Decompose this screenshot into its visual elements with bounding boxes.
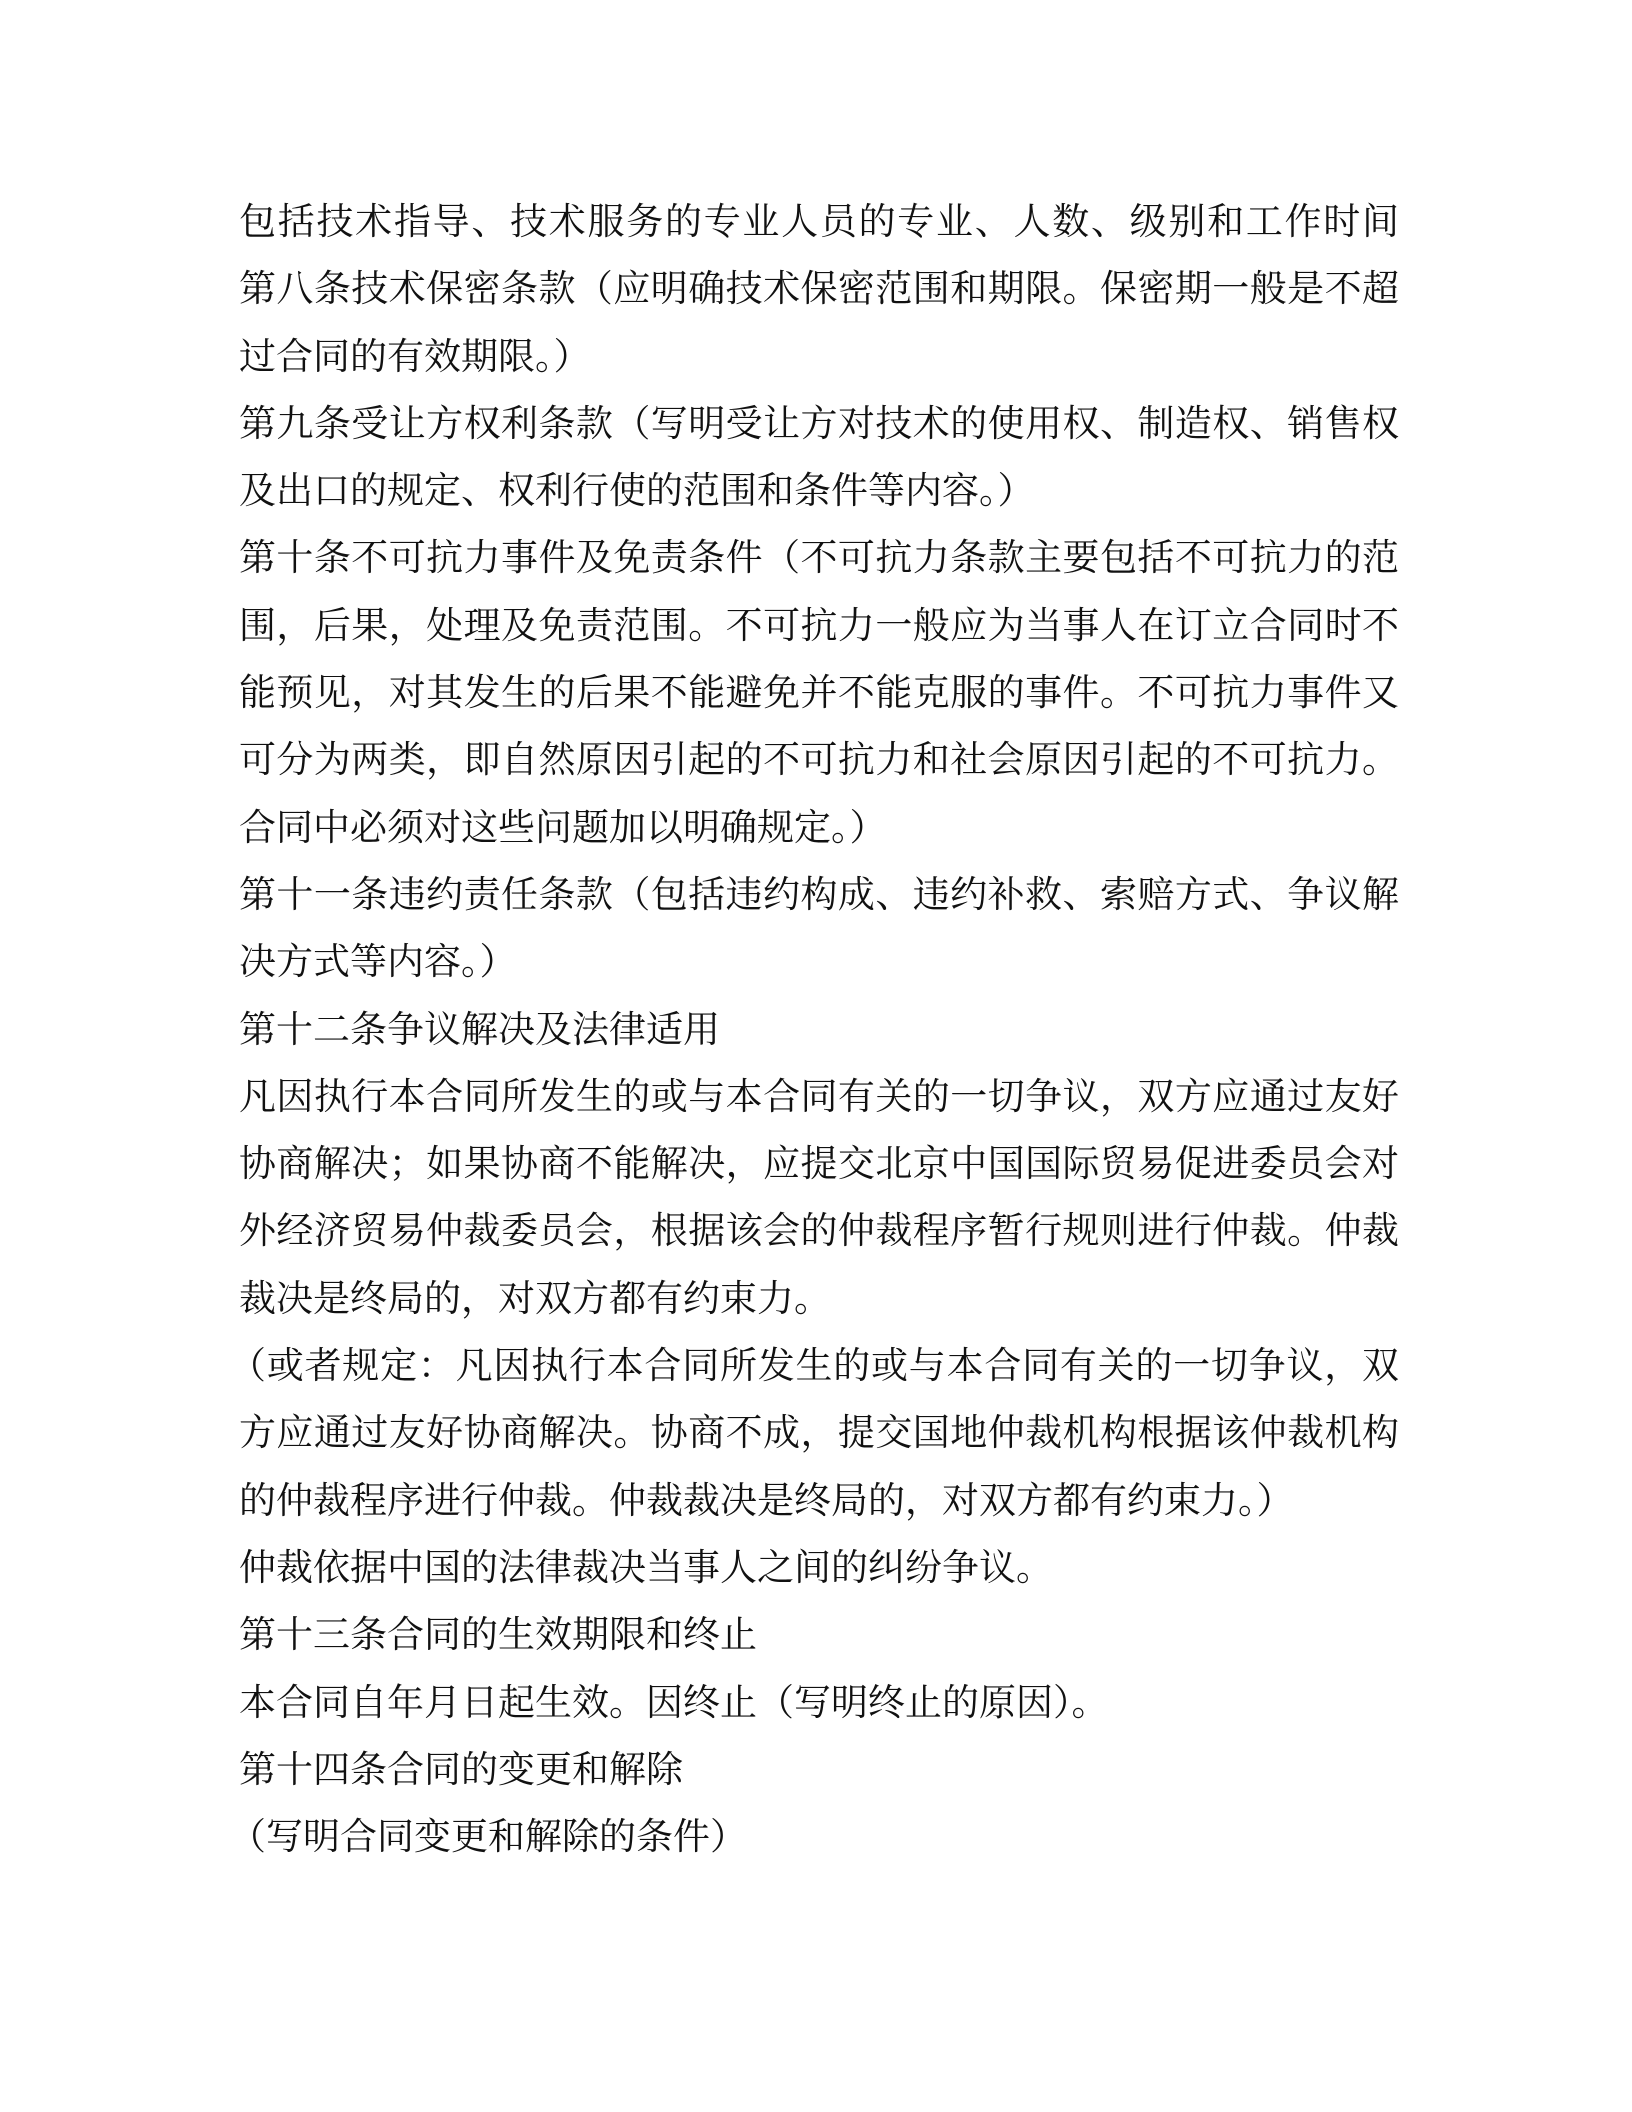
text-line-7: 围，后果，处理及免责范围。不可抗力一般应为当事人在订立合同时不 <box>239 603 1399 647</box>
text-line-1: 包括技术指导、技术服务的专业人员的专业、人数、级别和工作时间 <box>239 200 1399 243</box>
text-line-20: 的仲裁程序进行仲裁。仲裁裁决是终局的，对双方都有约束力。） <box>239 1478 1294 1522</box>
text-line-12: 决方式等内容。） <box>239 940 517 984</box>
text-line-13: 第十二条争议解决及法律适用 <box>239 1007 720 1051</box>
text-line-6: 第十条不可抗力事件及免责条件（不可抗力条款主要包括不可抗力的范 <box>239 536 1399 580</box>
text-line-18: （或者规定：凡因执行本合同所发生的或与本合同有关的一切争议，双 <box>229 1344 1399 1388</box>
text-line-5: 及出口的规定、权利行使的范围和条件等内容。） <box>239 469 1035 513</box>
text-line-8: 能预见，对其发生的后果不能避免并不能克服的事件。不可抗力事件又 <box>239 671 1399 715</box>
contract-text <box>229 188 1399 1870</box>
text-line-15: 协商解决；如果协商不能解决，应提交北京中国国际贸易促进委员会对 <box>239 1142 1399 1186</box>
text-line-25: （写明合同变更和解除的条件） <box>229 1815 747 1859</box>
text-line-14: 凡因执行本合同所发生的或与本合同有关的一切争议，双方应通过友好 <box>239 1074 1399 1118</box>
text-line-11: 第十一条违约责任条款（包括违约构成、违约补救、索赔方式、争议解 <box>239 872 1399 916</box>
text-line-10: 合同中必须对这些问题加以明确规定。） <box>239 805 887 849</box>
text-line-17: 裁决是终局的，对双方都有约束力。 <box>239 1276 831 1320</box>
text-line-23: 本合同自年月日起生效。因终止（写明终止的原因）。 <box>239 1680 1109 1724</box>
text-line-19: 方应通过友好协商解决。协商不成，提交国地仲裁机构根据该仲裁机构 <box>239 1411 1399 1455</box>
text-line-22: 第十三条合同的生效期限和终止 <box>239 1613 757 1657</box>
text-line-4: 第九条受让方权利条款（写明受让方对技术的使用权、制造权、销售权 <box>239 401 1399 445</box>
text-line-3: 过合同的有效期限。） <box>239 334 591 378</box>
text-line-16: 外经济贸易仲裁委员会，根据该会的仲裁程序暂行规则进行仲裁。仲裁 <box>239 1209 1399 1253</box>
text-line-21: 仲裁依据中国的法律裁决当事人之间的纠纷争议。 <box>239 1545 1053 1589</box>
text-line-9: 可分为两类，即自然原因引起的不可抗力和社会原因引起的不可抗力。 <box>239 738 1399 782</box>
text-line-2: 第八条技术保密条款（应明确技术保密范围和期限。保密期一般是不超 <box>239 267 1399 311</box>
text-line-24: 第十四条合同的变更和解除 <box>239 1747 683 1791</box>
